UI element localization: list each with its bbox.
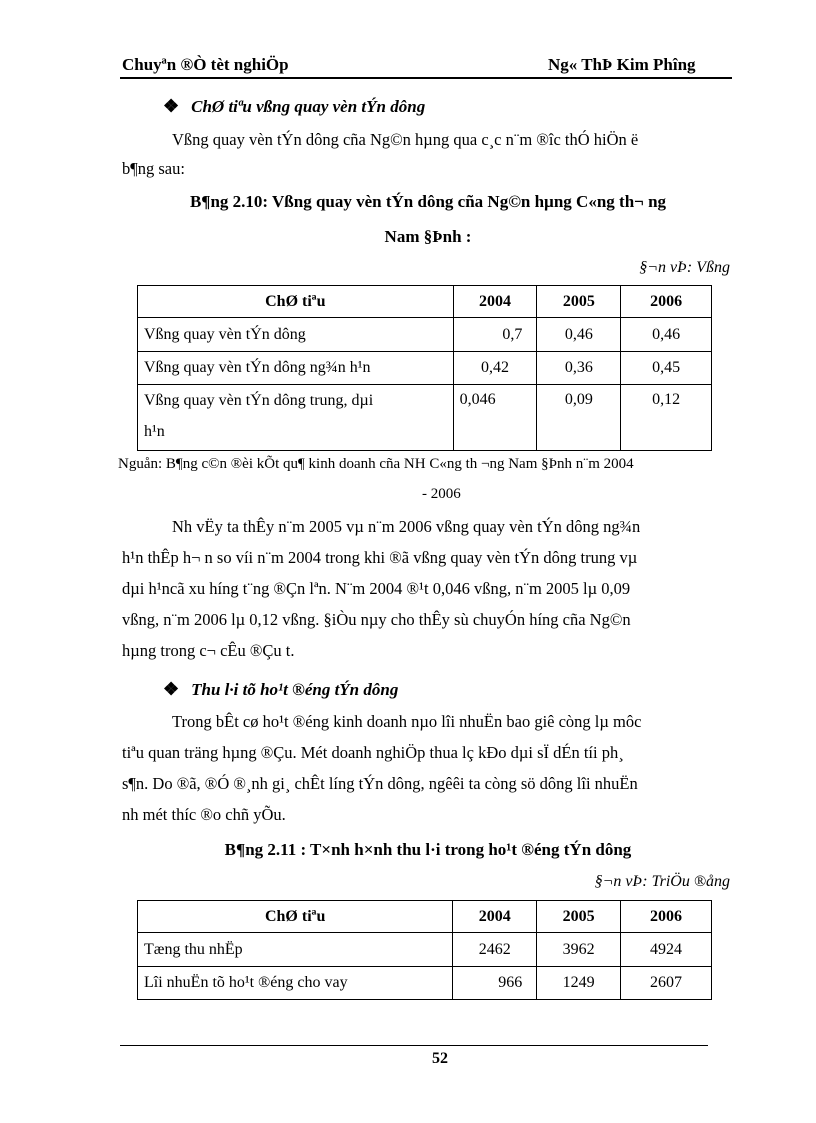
value-2006: 4924: [621, 933, 712, 967]
header-right-author: Ng« ThÞ Kim Phîng: [548, 55, 696, 74]
diamond-bullet-icon: ❖: [163, 679, 180, 699]
header-cell-2006: 2006: [621, 286, 712, 318]
paragraph-line: b¶ng sau:: [122, 159, 185, 178]
paragraph-line: h¹n thÊp h¬ n so víi n¨m 2004 trong khi ®ã vßng quay vèn tÝn dông trung vµ: [122, 548, 638, 567]
paragraph-profit: [122, 706, 732, 830]
row-label: Vßng quay vèn tÝn dông: [138, 318, 454, 352]
table1-source-line1: Nguån: B¶ng c©n ®èi kÕt qu¶ kinh doanh cña NH C«ng th ¬ng Nam §Þnh n¨m 2004: [118, 456, 634, 472]
table-row: [138, 967, 712, 1000]
value-2006: 0,46: [621, 318, 712, 352]
header-cell-2005: 2005: [537, 286, 621, 318]
value-2006: 0,12: [621, 385, 712, 451]
row-label: Vßng quay vèn tÝn dông ng¾n h¹n: [138, 352, 454, 385]
paragraph-analysis: [122, 511, 732, 666]
header-cell-2004: 2004: [453, 901, 537, 933]
header-cell-2005: 2005: [537, 901, 621, 933]
table2-unit: §¬n vÞ: TriÖu ®ång: [594, 873, 730, 890]
table1-source-line2: - 2006: [422, 486, 461, 502]
header-cell-2004: 2004: [453, 286, 537, 318]
section-heading-loan-turnover: [163, 96, 425, 117]
row-label: Lîi nhuËn tõ ho¹t ®éng cho vay: [138, 967, 453, 1000]
table-loan-turnover: [137, 285, 712, 451]
value-2004: 966: [453, 967, 537, 1000]
value-2005: 0,36: [537, 352, 621, 385]
table1-caption-line1: B¶ng 2.10: Vßng quay vèn tÝn dông cña Ng©n hµng C«ng th¬ ng: [189, 192, 667, 211]
table-interest-income: [137, 900, 712, 1000]
paragraph-line: hµng trong c¬ cÊu ®Çu t.: [122, 641, 295, 660]
value-2005: 3962: [537, 933, 621, 967]
paragraph-line: s¶n. Do ®ã, ®Ó ®¸nh gi¸ chÊt líng tÝn dông, ngêêi ta còng sö dông lîi nhuËn: [122, 774, 638, 793]
paragraph-line: vßng, n¨m 2006 lµ 0,12 vßng. §iÒu nµy cho thÊy sù chuyÓn híng cña Ng©n: [122, 610, 631, 629]
table-row: [138, 385, 712, 451]
section-title: ChØ tiªu vßng quay vèn tÝn dông: [191, 97, 426, 116]
header-left-title: Chuyªn ®Ò tèt nghiÖp: [122, 55, 289, 74]
value-2005: 1249: [537, 967, 621, 1000]
table-row: [138, 352, 712, 385]
paragraph-intro: [122, 124, 730, 184]
section-title: Thu l·i tõ ho¹t ®éng tÝn dông: [191, 680, 399, 699]
row-label: [138, 385, 454, 451]
paragraph-line: Vßng quay vèn tÝn dông cña Ng©n hµng qua c¸c n¨m ®îc thÓ hiÖn ë: [172, 130, 639, 149]
table1-caption-line2: Nam §Þnh :: [384, 227, 472, 246]
footer-rule: [120, 1045, 708, 1046]
table-header-row: [138, 901, 712, 933]
row-label: Tæng thu nhËp: [138, 933, 453, 967]
value-2006: 2607: [621, 967, 712, 1000]
header-rule: [120, 77, 732, 79]
value-2004: 0,046: [453, 385, 537, 451]
paragraph-line: Nh vËy ta thÊy n¨m 2005 vµ n¨m 2006 vßng quay vèn tÝn dông ng¾n: [172, 517, 641, 536]
table-row: [138, 933, 712, 967]
table-header-row: [138, 286, 712, 318]
paragraph-line: Trong bÊt cø ho¹t ®éng kinh doanh nµo lîi nhuËn bao giê còng lµ môc: [172, 712, 642, 731]
header-cell-2006: 2006: [621, 901, 712, 933]
diamond-bullet-icon: ❖: [163, 96, 180, 116]
value-2006: 0,45: [621, 352, 712, 385]
section-heading-interest-income: [163, 679, 398, 700]
table2-caption: B¶ng 2.11 : T×nh h×nh thu l·i trong ho¹t ®éng tÝn dông: [224, 840, 632, 859]
paragraph-line: nh mét thíc ®o chñ yÕu.: [122, 805, 286, 824]
value-2004: 0,7: [453, 318, 537, 352]
row-label-line: Vßng quay vèn tÝn dông trung, dµi: [144, 392, 374, 409]
header-cell-indicator: ChØ tiªu: [138, 901, 453, 933]
paragraph-line: tiªu quan träng hµng ®Çu. Mét doanh nghiÖp thua lç kÐo dµi sÏ dÉn tíi ph¸: [122, 743, 624, 762]
page-number: 52: [432, 1050, 448, 1067]
table-row: [138, 318, 712, 352]
value-2004: 2462: [453, 933, 537, 967]
value-2004: 0,42: [453, 352, 537, 385]
value-2005: 0,46: [537, 318, 621, 352]
paragraph-line: dµi h¹ncã xu híng t¨ng ®Çn lªn. N¨m 2004 ®¹t 0,046 vßng, n¨m 2005 lµ 0,09: [122, 579, 631, 598]
row-label-line: h¹n: [144, 423, 165, 440]
value-2005: 0,09: [537, 385, 621, 451]
table1-unit: §¬n vÞ: Vßng: [639, 259, 730, 276]
header-cell-indicator: ChØ tiªu: [138, 286, 454, 318]
